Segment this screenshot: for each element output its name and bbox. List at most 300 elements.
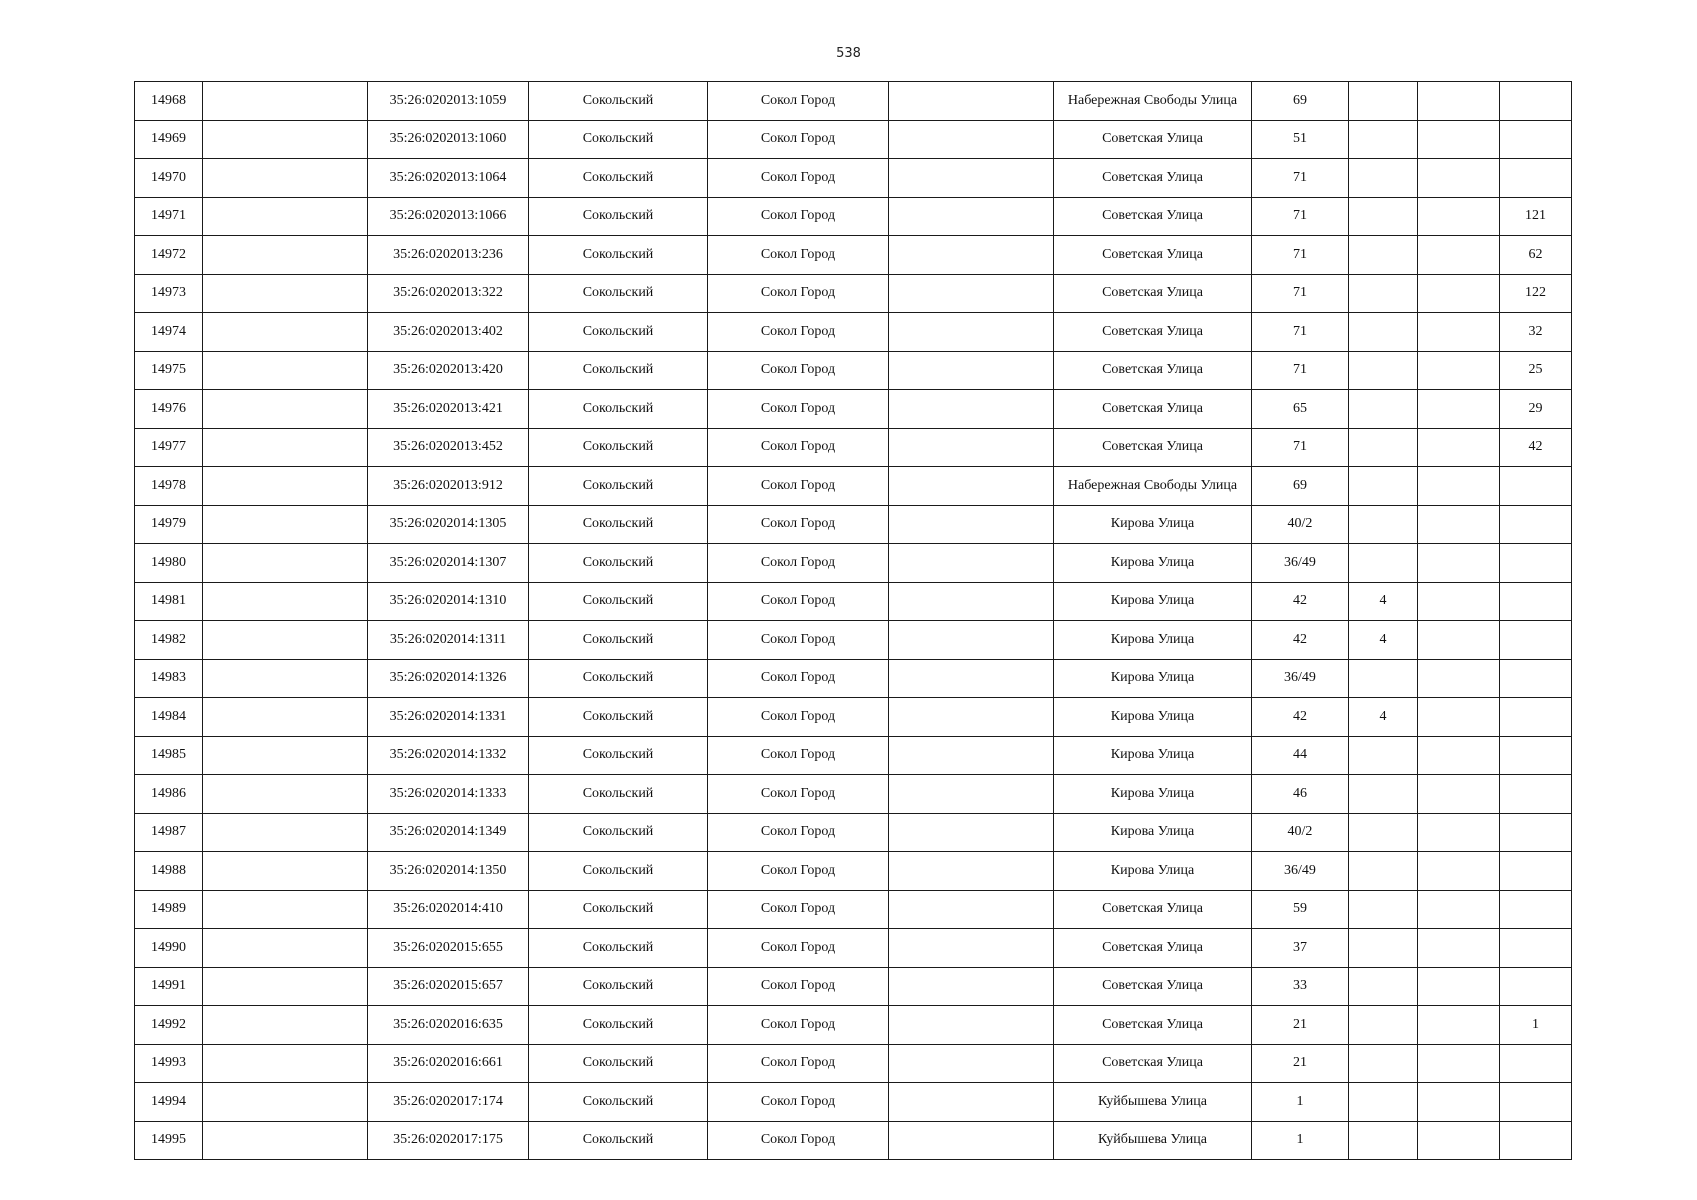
house-number-cell: 71 — [1252, 236, 1349, 275]
district-cell: Сокольский — [529, 467, 708, 506]
record-number-cell: 14972 — [135, 236, 203, 275]
building-number-cell — [1349, 1044, 1418, 1083]
cadastral-number-cell: 35:26:0202017:175 — [368, 1121, 529, 1160]
house-number-cell: 69 — [1252, 82, 1349, 121]
house-number-cell: 1 — [1252, 1083, 1349, 1122]
district-cell: Сокольский — [529, 698, 708, 737]
house-number-cell: 42 — [1252, 582, 1349, 621]
empty-cell — [889, 582, 1054, 621]
record-number-cell: 14977 — [135, 428, 203, 467]
registry-table-body — [135, 82, 1572, 1160]
apartment-number-cell: 1 — [1500, 1006, 1572, 1045]
district-cell: Сокольский — [529, 582, 708, 621]
empty-cell — [203, 967, 368, 1006]
house-number-cell: 44 — [1252, 736, 1349, 775]
house-number-cell: 37 — [1252, 929, 1349, 968]
cadastral-number-cell: 35:26:0202015:657 — [368, 967, 529, 1006]
empty-cell — [1418, 1006, 1500, 1045]
table-row — [135, 1044, 1572, 1083]
building-number-cell — [1349, 82, 1418, 121]
empty-cell — [889, 274, 1054, 313]
empty-cell — [203, 659, 368, 698]
apartment-number-cell: 25 — [1500, 351, 1572, 390]
empty-cell — [1418, 467, 1500, 506]
empty-cell — [1418, 1044, 1500, 1083]
table-row — [135, 582, 1572, 621]
empty-cell — [889, 428, 1054, 467]
street-cell: Куйбышева Улица — [1054, 1121, 1252, 1160]
street-cell: Советская Улица — [1054, 1006, 1252, 1045]
locality-cell: Сокол Город — [708, 736, 889, 775]
cadastral-number-cell: 35:26:0202016:635 — [368, 1006, 529, 1045]
cadastral-number-cell: 35:26:0202013:322 — [368, 274, 529, 313]
cadastral-number-cell: 35:26:0202013:1059 — [368, 82, 529, 121]
apartment-number-cell: 62 — [1500, 236, 1572, 275]
building-number-cell — [1349, 1083, 1418, 1122]
record-number-cell: 14991 — [135, 967, 203, 1006]
empty-cell — [1418, 1083, 1500, 1122]
empty-cell — [1418, 890, 1500, 929]
locality-cell: Сокол Город — [708, 428, 889, 467]
page-number: 538 — [836, 46, 861, 61]
street-cell: Советская Улица — [1054, 159, 1252, 198]
table-row — [135, 1083, 1572, 1122]
cadastral-number-cell: 35:26:0202013:420 — [368, 351, 529, 390]
empty-cell — [889, 852, 1054, 891]
district-cell: Сокольский — [529, 1006, 708, 1045]
table-row — [135, 236, 1572, 275]
locality-cell: Сокол Город — [708, 582, 889, 621]
empty-cell — [889, 1083, 1054, 1122]
building-number-cell — [1349, 890, 1418, 929]
building-number-cell — [1349, 505, 1418, 544]
locality-cell: Сокол Город — [708, 197, 889, 236]
locality-cell: Сокол Город — [708, 1121, 889, 1160]
locality-cell: Сокол Город — [708, 621, 889, 660]
locality-cell: Сокол Город — [708, 852, 889, 891]
table-row — [135, 544, 1572, 583]
empty-cell — [889, 159, 1054, 198]
district-cell: Сокольский — [529, 659, 708, 698]
cadastral-number-cell: 35:26:0202014:1333 — [368, 775, 529, 814]
building-number-cell — [1349, 120, 1418, 159]
cadastral-number-cell: 35:26:0202013:421 — [368, 390, 529, 429]
cadastral-number-cell: 35:26:0202013:1064 — [368, 159, 529, 198]
street-cell: Советская Улица — [1054, 967, 1252, 1006]
district-cell: Сокольский — [529, 428, 708, 467]
street-cell: Кирова Улица — [1054, 544, 1252, 583]
cadastral-number-cell: 35:26:0202014:1307 — [368, 544, 529, 583]
apartment-number-cell — [1500, 890, 1572, 929]
record-number-cell: 14976 — [135, 390, 203, 429]
apartment-number-cell — [1500, 813, 1572, 852]
empty-cell — [1418, 852, 1500, 891]
empty-cell — [1418, 236, 1500, 275]
house-number-cell: 71 — [1252, 197, 1349, 236]
street-cell: Советская Улица — [1054, 390, 1252, 429]
apartment-number-cell — [1500, 1121, 1572, 1160]
street-cell: Кирова Улица — [1054, 621, 1252, 660]
street-cell: Кирова Улица — [1054, 813, 1252, 852]
empty-cell — [889, 390, 1054, 429]
locality-cell: Сокол Город — [708, 505, 889, 544]
table-row — [135, 159, 1572, 198]
district-cell: Сокольский — [529, 967, 708, 1006]
table-row — [135, 736, 1572, 775]
cadastral-number-cell: 35:26:0202014:1349 — [368, 813, 529, 852]
table-row — [135, 929, 1572, 968]
cadastral-number-cell: 35:26:0202014:1350 — [368, 852, 529, 891]
table-row — [135, 197, 1572, 236]
locality-cell: Сокол Город — [708, 159, 889, 198]
locality-cell: Сокол Город — [708, 813, 889, 852]
table-row — [135, 1006, 1572, 1045]
house-number-cell: 40/2 — [1252, 505, 1349, 544]
building-number-cell: 4 — [1349, 698, 1418, 737]
empty-cell — [203, 1083, 368, 1122]
locality-cell: Сокол Город — [708, 544, 889, 583]
house-number-cell: 71 — [1252, 313, 1349, 352]
empty-cell — [1418, 929, 1500, 968]
record-number-cell: 14995 — [135, 1121, 203, 1160]
building-number-cell — [1349, 852, 1418, 891]
record-number-cell: 14983 — [135, 659, 203, 698]
street-cell: Куйбышева Улица — [1054, 1083, 1252, 1122]
empty-cell — [203, 813, 368, 852]
empty-cell — [203, 197, 368, 236]
house-number-cell: 51 — [1252, 120, 1349, 159]
empty-cell — [889, 313, 1054, 352]
house-number-cell: 36/49 — [1252, 659, 1349, 698]
locality-cell: Сокол Город — [708, 659, 889, 698]
record-number-cell: 14992 — [135, 1006, 203, 1045]
house-number-cell: 71 — [1252, 428, 1349, 467]
empty-cell — [889, 698, 1054, 737]
house-number-cell: 71 — [1252, 159, 1349, 198]
table-row — [135, 813, 1572, 852]
district-cell: Сокольский — [529, 197, 708, 236]
house-number-cell: 33 — [1252, 967, 1349, 1006]
empty-cell — [203, 236, 368, 275]
locality-cell: Сокол Город — [708, 82, 889, 121]
apartment-number-cell: 29 — [1500, 390, 1572, 429]
house-number-cell: 71 — [1252, 351, 1349, 390]
table-row — [135, 390, 1572, 429]
street-cell: Кирова Улица — [1054, 852, 1252, 891]
district-cell: Сокольский — [529, 1083, 708, 1122]
district-cell: Сокольский — [529, 736, 708, 775]
table-row — [135, 467, 1572, 506]
district-cell: Сокольский — [529, 274, 708, 313]
district-cell: Сокольский — [529, 159, 708, 198]
district-cell: Сокольский — [529, 813, 708, 852]
locality-cell: Сокол Город — [708, 890, 889, 929]
empty-cell — [203, 390, 368, 429]
empty-cell — [1418, 967, 1500, 1006]
empty-cell — [203, 698, 368, 737]
table-row — [135, 775, 1572, 814]
empty-cell — [203, 505, 368, 544]
cadastral-number-cell: 35:26:0202016:661 — [368, 1044, 529, 1083]
locality-cell: Сокол Город — [708, 274, 889, 313]
building-number-cell — [1349, 274, 1418, 313]
cadastral-number-cell: 35:26:0202015:655 — [368, 929, 529, 968]
table-row — [135, 1121, 1572, 1160]
street-cell: Кирова Улица — [1054, 698, 1252, 737]
apartment-number-cell — [1500, 82, 1572, 121]
apartment-number-cell: 122 — [1500, 274, 1572, 313]
cadastral-number-cell: 35:26:0202014:1305 — [368, 505, 529, 544]
empty-cell — [203, 1044, 368, 1083]
empty-cell — [1418, 736, 1500, 775]
empty-cell — [889, 351, 1054, 390]
locality-cell: Сокол Город — [708, 313, 889, 352]
table-row — [135, 621, 1572, 660]
building-number-cell — [1349, 159, 1418, 198]
empty-cell — [1418, 813, 1500, 852]
empty-cell — [203, 582, 368, 621]
cadastral-number-cell: 35:26:0202014:1311 — [368, 621, 529, 660]
district-cell: Сокольский — [529, 621, 708, 660]
locality-cell: Сокол Город — [708, 1083, 889, 1122]
locality-cell: Сокол Город — [708, 929, 889, 968]
cadastral-number-cell: 35:26:0202014:1310 — [368, 582, 529, 621]
cadastral-number-cell: 35:26:0202014:410 — [368, 890, 529, 929]
building-number-cell — [1349, 929, 1418, 968]
district-cell: Сокольский — [529, 1044, 708, 1083]
house-number-cell: 21 — [1252, 1044, 1349, 1083]
street-cell: Кирова Улица — [1054, 775, 1252, 814]
table-row — [135, 351, 1572, 390]
house-number-cell: 69 — [1252, 467, 1349, 506]
empty-cell — [889, 236, 1054, 275]
empty-cell — [203, 890, 368, 929]
record-number-cell: 14985 — [135, 736, 203, 775]
cadastral-number-cell: 35:26:0202013:1066 — [368, 197, 529, 236]
record-number-cell: 14975 — [135, 351, 203, 390]
table-row — [135, 120, 1572, 159]
house-number-cell: 59 — [1252, 890, 1349, 929]
apartment-number-cell — [1500, 544, 1572, 583]
empty-cell — [203, 82, 368, 121]
locality-cell: Сокол Город — [708, 698, 889, 737]
empty-cell — [889, 544, 1054, 583]
street-cell: Набережная Свободы Улица — [1054, 82, 1252, 121]
locality-cell: Сокол Город — [708, 775, 889, 814]
record-number-cell: 14988 — [135, 852, 203, 891]
street-cell: Кирова Улица — [1054, 736, 1252, 775]
house-number-cell: 36/49 — [1252, 544, 1349, 583]
record-number-cell: 14971 — [135, 197, 203, 236]
apartment-number-cell — [1500, 467, 1572, 506]
record-number-cell: 14974 — [135, 313, 203, 352]
apartment-number-cell — [1500, 1044, 1572, 1083]
building-number-cell — [1349, 736, 1418, 775]
district-cell: Сокольский — [529, 544, 708, 583]
cadastral-number-cell: 35:26:0202013:912 — [368, 467, 529, 506]
table-row — [135, 659, 1572, 698]
empty-cell — [203, 1121, 368, 1160]
apartment-number-cell — [1500, 659, 1572, 698]
building-number-cell — [1349, 390, 1418, 429]
building-number-cell — [1349, 775, 1418, 814]
cadastral-number-cell: 35:26:0202014:1331 — [368, 698, 529, 737]
cadastral-number-cell: 35:26:0202014:1326 — [368, 659, 529, 698]
empty-cell — [889, 967, 1054, 1006]
district-cell: Сокольский — [529, 82, 708, 121]
building-number-cell: 4 — [1349, 621, 1418, 660]
district-cell: Сокольский — [529, 852, 708, 891]
apartment-number-cell — [1500, 159, 1572, 198]
house-number-cell: 1 — [1252, 1121, 1349, 1160]
empty-cell — [889, 82, 1054, 121]
empty-cell — [1418, 659, 1500, 698]
record-number-cell: 14993 — [135, 1044, 203, 1083]
empty-cell — [889, 621, 1054, 660]
street-cell: Советская Улица — [1054, 197, 1252, 236]
building-number-cell — [1349, 428, 1418, 467]
empty-cell — [203, 351, 368, 390]
district-cell: Сокольский — [529, 929, 708, 968]
empty-cell — [203, 313, 368, 352]
empty-cell — [889, 813, 1054, 852]
district-cell: Сокольский — [529, 351, 708, 390]
street-cell: Набережная Свободы Улица — [1054, 467, 1252, 506]
street-cell: Советская Улица — [1054, 313, 1252, 352]
empty-cell — [1418, 313, 1500, 352]
record-number-cell: 14989 — [135, 890, 203, 929]
record-number-cell: 14970 — [135, 159, 203, 198]
building-number-cell — [1349, 659, 1418, 698]
apartment-number-cell — [1500, 120, 1572, 159]
record-number-cell: 14973 — [135, 274, 203, 313]
empty-cell — [203, 467, 368, 506]
empty-cell — [1418, 159, 1500, 198]
building-number-cell — [1349, 351, 1418, 390]
empty-cell — [1418, 582, 1500, 621]
apartment-number-cell — [1500, 929, 1572, 968]
empty-cell — [203, 1006, 368, 1045]
table-row — [135, 890, 1572, 929]
district-cell: Сокольский — [529, 120, 708, 159]
apartment-number-cell — [1500, 698, 1572, 737]
cadastral-number-cell: 35:26:0202013:236 — [368, 236, 529, 275]
record-number-cell: 14987 — [135, 813, 203, 852]
empty-cell — [203, 159, 368, 198]
apartment-number-cell: 121 — [1500, 197, 1572, 236]
empty-cell — [889, 197, 1054, 236]
street-cell: Советская Улица — [1054, 890, 1252, 929]
empty-cell — [889, 1121, 1054, 1160]
house-number-cell: 40/2 — [1252, 813, 1349, 852]
house-number-cell: 71 — [1252, 274, 1349, 313]
table-row — [135, 505, 1572, 544]
locality-cell: Сокол Город — [708, 120, 889, 159]
building-number-cell — [1349, 236, 1418, 275]
locality-cell: Сокол Город — [708, 967, 889, 1006]
house-number-cell: 46 — [1252, 775, 1349, 814]
building-number-cell — [1349, 967, 1418, 1006]
empty-cell — [889, 890, 1054, 929]
building-number-cell — [1349, 467, 1418, 506]
building-number-cell: 4 — [1349, 582, 1418, 621]
apartment-number-cell: 32 — [1500, 313, 1572, 352]
property-registry-table — [134, 81, 1572, 1160]
empty-cell — [203, 736, 368, 775]
table-row — [135, 852, 1572, 891]
empty-cell — [1418, 274, 1500, 313]
street-cell: Кирова Улица — [1054, 505, 1252, 544]
empty-cell — [889, 467, 1054, 506]
district-cell: Сокольский — [529, 1121, 708, 1160]
record-number-cell: 14982 — [135, 621, 203, 660]
table-row — [135, 428, 1572, 467]
record-number-cell: 14980 — [135, 544, 203, 583]
empty-cell — [1418, 197, 1500, 236]
empty-cell — [1418, 390, 1500, 429]
district-cell: Сокольский — [529, 390, 708, 429]
record-number-cell: 14969 — [135, 120, 203, 159]
cadastral-number-cell: 35:26:0202017:174 — [368, 1083, 529, 1122]
record-number-cell: 14968 — [135, 82, 203, 121]
building-number-cell — [1349, 544, 1418, 583]
locality-cell: Сокол Город — [708, 236, 889, 275]
street-cell: Советская Улица — [1054, 929, 1252, 968]
empty-cell — [203, 120, 368, 159]
street-cell: Советская Улица — [1054, 351, 1252, 390]
record-number-cell: 14986 — [135, 775, 203, 814]
table-row — [135, 698, 1572, 737]
locality-cell: Сокол Город — [708, 1006, 889, 1045]
building-number-cell — [1349, 313, 1418, 352]
apartment-number-cell — [1500, 1083, 1572, 1122]
street-cell: Советская Улица — [1054, 274, 1252, 313]
table-row — [135, 967, 1572, 1006]
empty-cell — [1418, 505, 1500, 544]
house-number-cell: 21 — [1252, 1006, 1349, 1045]
empty-cell — [889, 1006, 1054, 1045]
street-cell: Советская Улица — [1054, 120, 1252, 159]
district-cell: Сокольский — [529, 890, 708, 929]
locality-cell: Сокол Город — [708, 1044, 889, 1083]
empty-cell — [203, 428, 368, 467]
district-cell: Сокольский — [529, 313, 708, 352]
apartment-number-cell — [1500, 621, 1572, 660]
empty-cell — [889, 120, 1054, 159]
locality-cell: Сокол Город — [708, 467, 889, 506]
apartment-number-cell — [1500, 582, 1572, 621]
empty-cell — [203, 621, 368, 660]
cadastral-number-cell: 35:26:0202013:452 — [368, 428, 529, 467]
locality-cell: Сокол Город — [708, 351, 889, 390]
cadastral-number-cell: 35:26:0202013:1060 — [368, 120, 529, 159]
apartment-number-cell — [1500, 505, 1572, 544]
empty-cell — [203, 929, 368, 968]
empty-cell — [1418, 428, 1500, 467]
locality-cell: Сокол Город — [708, 390, 889, 429]
empty-cell — [1418, 351, 1500, 390]
house-number-cell: 42 — [1252, 698, 1349, 737]
empty-cell — [203, 544, 368, 583]
cadastral-number-cell: 35:26:0202013:402 — [368, 313, 529, 352]
building-number-cell — [1349, 197, 1418, 236]
table-row — [135, 82, 1572, 121]
empty-cell — [889, 736, 1054, 775]
apartment-number-cell — [1500, 775, 1572, 814]
empty-cell — [889, 1044, 1054, 1083]
empty-cell — [203, 274, 368, 313]
table-row — [135, 274, 1572, 313]
